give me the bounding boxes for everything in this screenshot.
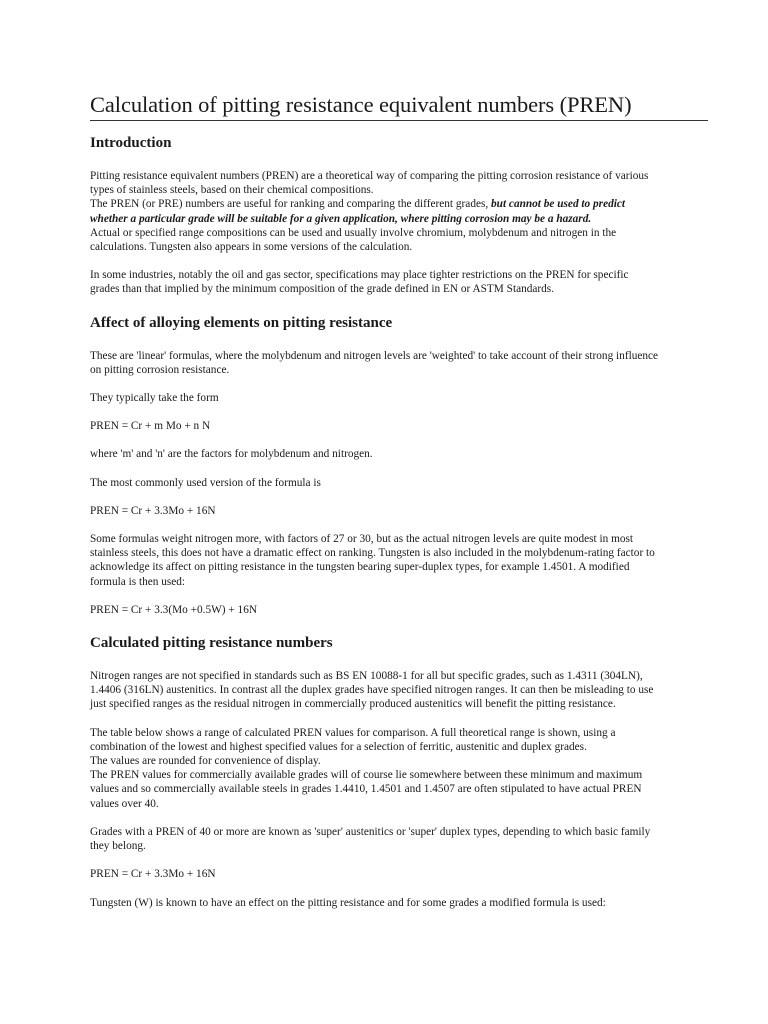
calculated-paragraph-2: The table below shows a range of calculated PREN values for comparison. A full theoretical range is shown, using a combination of the lowest and highest specified values for a selection of ferritic, austenitic and duplex grades. <box>90 726 616 753</box>
alloying-paragraph-5: Some formulas weight nitrogen more, with factors of 27 or 30, but as the actual nitrogen levels are quite modest in most stainless steels, this does not have a dramatic effect on ranking. Tungsten is also included in the molybdenum-rating factor to acknowledge its affect on pitting resistance in the tungsten bearing super-duplex types, for example 1.4501. A modified formula is then used: <box>90 533 655 588</box>
alloying-paragraph-3: where 'm' and 'n' are the factors for molybdenum and nitrogen. <box>90 448 373 461</box>
intro-paragraph-2 <box>90 197 660 225</box>
intro-paragraph-4: In some industries, notably the oil and gas sector, specifications may place tighter restrictions on the PREN for specific grades than that implied by the minimum composition of the grade defined in EN or ASTM Standards. <box>90 269 629 296</box>
calculated-paragraph-5: Grades with a PREN of 40 or more are known as 'super' austenitics or 'super' duplex types, depending to which basic family they belong. <box>90 825 651 853</box>
formula-common: PREN = Cr + 3.3Mo + 16N <box>90 504 216 517</box>
calculated-heading: Calculated pitting resistance numbers <box>90 635 333 652</box>
intro-paragraph-1: Pitting resistance equivalent numbers (PREN) are a theoretical way of comparing the pitting corrosion resistance of various types of stainless steels, based on their chemical compositions. <box>90 170 649 197</box>
intro-paragraph-3: Actual or specified range compositions can be used and usually involve chromium, molybdenum and nitrogen in the calculations. Tungsten also appears in some versions of the calculation. <box>90 226 617 254</box>
calculated-paragraph-3: The values are rounded for convenience of display. <box>90 755 321 768</box>
intro-paragraph-2-text: The PREN (or PRE) numbers are useful for ranking and comparing the different grades, <box>90 198 492 211</box>
calculated-paragraph-6: Tungsten (W) is known to have an effect on the pitting resistance and for some grades a modified formula is used: <box>90 896 606 909</box>
intro-warning-text: but cannot be used to predict whether a particular grade will be suitable for a given application, where pitting corrosion may be a hazard. <box>90 198 626 225</box>
alloying-heading: Affect of alloying elements on pitting resistance <box>90 314 393 331</box>
alloying-paragraph-4: The most commonly used version of the formula is <box>90 476 321 489</box>
alloying-paragraph-1: These are 'linear' formulas, where the molybdenum and nitrogen levels are 'weighted' to take account of their strong influence on pitting corrosion resistance. <box>90 349 659 376</box>
introduction-heading: Introduction <box>90 135 172 151</box>
calculated-paragraph-1: Nitrogen ranges are not specified in standards such as BS EN 10088-1 for all but specific grades, such as 1.4311 (304LN), 1.4406 (316LN) austenitics. In contrast all the duplex grades have specified nitrogen ranges. It can then be misleading to use just specified ranges as the residual nitrogen in commercially produced austenitics will benefit the pitting resistance. <box>90 670 654 711</box>
document-body <box>90 133 660 910</box>
formula-tungsten: PREN = Cr + 3.3(Mo +0.5W) + 16N <box>90 603 258 616</box>
formula-general: PREN = Cr + m Mo + n N <box>90 420 211 433</box>
formula-common-repeat: PREN = Cr + 3.3Mo + 16N <box>90 868 216 881</box>
alloying-paragraph-2: They typically take the form <box>90 392 219 405</box>
calculated-paragraph-4: The PREN values for commercially available grades will of course lie somewhere between these minimum and maximum values and so commercially available steels in grades 1.4410, 1.4501 and 1.4507 are often stipulated to have actual PREN values over 40. <box>90 769 643 810</box>
page-title: Calculation of pitting resistance equivalent numbers (PREN) <box>90 92 708 121</box>
